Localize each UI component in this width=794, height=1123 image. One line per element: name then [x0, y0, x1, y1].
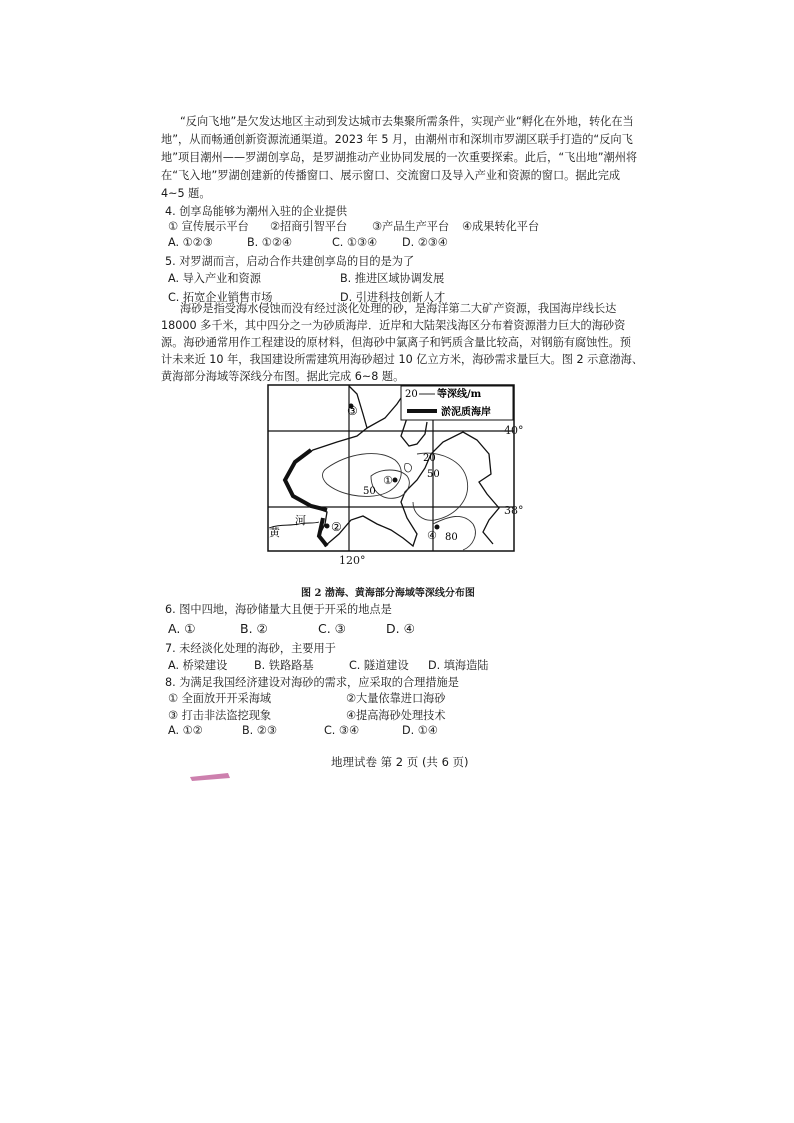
question-7-stem: 7. 未经淡化处理的海砂，主要用于: [165, 642, 336, 655]
legend-isobath-label: 等深线/m: [437, 389, 482, 400]
q4-option[interactable]: D. ②③④: [402, 236, 448, 249]
q5-option[interactable]: B. 推进区域协调发展: [340, 272, 445, 285]
longitude-120-label: 120°: [339, 554, 366, 567]
depth-label: 50: [363, 486, 376, 497]
q8-option[interactable]: C. ③④: [324, 724, 359, 737]
q5-option[interactable]: C. 拓宽企业销售市场: [168, 291, 273, 304]
latitude-38-label: 38°: [504, 504, 524, 517]
q5-option[interactable]: A. 导入产业和资源: [168, 272, 261, 285]
passage-1-line: 在“飞入地”罗湖创建新的传播窗口、展示窗口、交流窗口及导入产业和资源的窗口。据此完成: [161, 169, 621, 182]
passage-2-line: 源。海砂通常用作工程建设的原材料，但海砂中氯离子和钙质含量比较高，对钢筋有腐蚀性。预: [161, 336, 631, 349]
q4-item: ① 宣传展示平台: [168, 220, 249, 233]
legend-isobath-value: 20: [405, 389, 418, 400]
q4-option[interactable]: A. ①②③: [168, 236, 213, 249]
site-dot: [393, 478, 398, 483]
q8-option[interactable]: D. ①④: [402, 724, 438, 737]
passage-2-line: 18000 多千米，其中四分之一为砂质海岸．近岸和大陆架浅海区分布着资源潜力巨大的海砂资: [161, 319, 626, 332]
passage-2-line: 海砂是指受海水侵蚀而没有经过淡化处理的砂，是海洋第二大矿产资源，我国海岸线长达: [180, 302, 617, 315]
q8-option[interactable]: A. ①②: [168, 724, 203, 737]
legend-coast-label: 淤泥质海岸: [441, 407, 491, 418]
q6-option[interactable]: D. ④: [386, 621, 415, 636]
q8-option[interactable]: B. ②③: [242, 724, 277, 737]
q7-option[interactable]: A. 桥梁建设: [168, 659, 228, 672]
question-6-stem: 6. 图中四地，海砂储量大且便于开采的地点是: [165, 603, 392, 616]
site-2-label: ②: [331, 520, 342, 534]
q7-option[interactable]: D. 填海造陆: [428, 659, 489, 672]
q6-option[interactable]: A. ①: [168, 621, 196, 636]
q8-item: ②大量依靠进口海砂: [346, 692, 446, 705]
q6-option[interactable]: B. ②: [240, 621, 268, 636]
river-label-2: 黄: [269, 526, 280, 539]
site-3-label: ③: [347, 404, 358, 418]
q7-option[interactable]: C. 隧道建设: [349, 659, 409, 672]
isobath-map: [267, 384, 515, 552]
q4-option[interactable]: B. ①②④: [247, 236, 292, 249]
passage-1-line: 4~5 题。: [161, 187, 211, 200]
depth-label: 50: [427, 469, 440, 480]
site-4-label: ④: [427, 529, 437, 542]
river-label: 河: [295, 514, 306, 527]
figure-caption: 图 2 渤海、黄海部分海域等深线分布图: [301, 588, 475, 599]
q8-item: ③ 打击非法盗挖现象: [168, 709, 272, 722]
depth-label: 20: [423, 453, 436, 464]
q4-option[interactable]: C. ①③④: [332, 236, 378, 249]
question-4-stem: 4. 创享岛能够为潮州入驻的企业提供: [165, 205, 348, 218]
depth-label: 80: [445, 532, 458, 543]
q5-option[interactable]: D. 引进科技创新人才: [340, 291, 446, 304]
question-5-stem: 5. 对罗湖而言，启动合作共建创享岛的目的是为了: [165, 255, 415, 268]
passage-1-line: “反向飞地”是欠发达地区主动到发达城市去集聚所需条件，实现产业“孵化在外地，转化在当: [180, 115, 634, 128]
site-dot: [325, 524, 330, 529]
highlight-stroke: [190, 773, 230, 781]
question-8-stem: 8. 为满足我国经济建设对海砂的需求，应采取的合理措施是: [165, 676, 459, 689]
passage-2-line: 黄海部分海域等深线分布图。据此完成 6~8 题。: [161, 370, 405, 383]
passage-1-line: 地”，从而畅通创新资源流通渠道。2023 年 5 月，由潮州市和深圳市罗湖区联手打造的“反向飞: [161, 133, 633, 146]
q6-option[interactable]: C. ③: [318, 621, 346, 636]
q8-item: ① 全面放开开采海域: [168, 692, 272, 705]
q4-item: ②招商引智平台: [270, 220, 348, 233]
page-footer: 地理试卷 第 2 页 (共 6 页): [331, 755, 469, 769]
passage-2-line: 计未来近 10 年，我国建设所需建筑用海砂超过 10 亿立方米，海砂需求量巨大。图 2 示意渤海、: [161, 353, 644, 366]
site-1-label: ①: [383, 474, 393, 487]
q4-item: ④成果转化平台: [462, 220, 540, 233]
highlight-mark: [188, 772, 232, 782]
passage-1-line: 地”项目潮州——罗湖创享岛，是罗湖推动产业协同发展的一次重要探索。此后，“飞出地”潮州将: [161, 151, 638, 164]
q4-item: ③产品生产平台: [372, 220, 450, 233]
q8-item: ④提高海砂处理技术: [346, 709, 446, 722]
latitude-40-label: 40°: [504, 424, 524, 437]
q7-option[interactable]: B. 铁路路基: [254, 659, 314, 672]
